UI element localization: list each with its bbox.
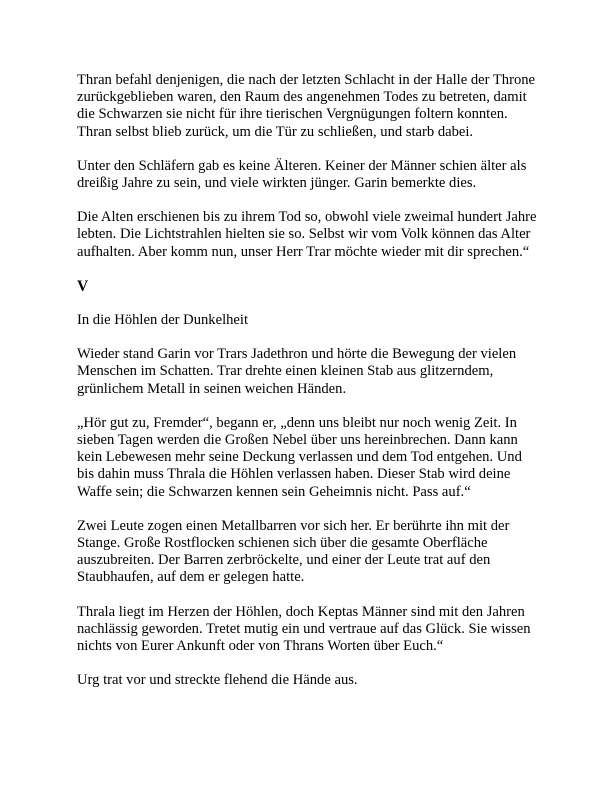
paragraph: Thrala liegt im Herzen der Höhlen, doch Keptas Männer sind mit den Jahren nachlässig geworden. Tretet mutig ein und vertraue auf das Glück. Sie wissen nichts von Eurer Ankunft oder von Thrans Worten über Euch.“ — [77, 603, 531, 655]
paragraph: Zwei Leute zogen einen Metallbarren vor sich her. Er berührte ihn mit der Stange. Große Rostflocken schienen sich über die gesamte Oberfläche auszubreiten. Der Barren zerbröckelte, und einer der Leute trat auf den Staubhaufen, auf dem er gelegen hatte. — [77, 517, 510, 586]
paragraph: Unter den Schläfern gab es keine Älteren. Keiner der Männer schien älter als dreißig Jahre zu sein, und viele wirkten jünger. Garin bemerkte dies. — [77, 157, 527, 192]
paragraph: Urg trat vor und streckte flehend die Hände aus. — [77, 672, 358, 689]
paragraph: Wieder stand Garin vor Trars Jadethron und hörte die Bewegung der vielen Menschen im Schatten. Trar drehte einen kleinen Stab aus glitzerndem, grünlichem Metall in seinen weichen Händen. — [77, 346, 517, 397]
paragraph: Die Alten erschienen bis zu ihrem Tod so, obwohl viele zweimal hundert Jahre lebten. Die Lichtstrahlen hielten sie so. Selbst wir vom Volk können das Alter aufhalten. Aber komm nun, unser Herr Trar möchte wieder mit dir sprechen.“ — [77, 209, 537, 260]
chapter-title: In die Höhlen der Dunkelheit — [77, 312, 249, 329]
paragraph: Thran befahl denjenigen, die nach der letzten Schlacht in der Halle der Throne zurückgeblieben waren, den Raum des angenehmen Todes zu betreten, damit die Schwarzen sie nicht für ihre tierischen Vergnügungen foltern konnten. Thran selbst blieb zurück, um die Tür zu schließen, und starb dabei. — [77, 72, 536, 140]
paragraph: „Hör gut zu, Fremder“, begann er, „denn uns bleibt nur noch wenig Zeit. In sieben Tagen werden die Großen Nebel über uns hereinbrechen. Dann kann kein Lebewesen mehr seine Deckung verlassen und dem Tod entgehen. Und bis dahin muss Thrala die Höhlen verlassen haben. Dieser Stab wird deine Waffe sein; die Schwarzen kennen sein Geheimnis nicht. Pass auf.“ — [77, 414, 522, 500]
chapter-heading: V — [77, 277, 89, 295]
document-page — [77, 72, 539, 706]
